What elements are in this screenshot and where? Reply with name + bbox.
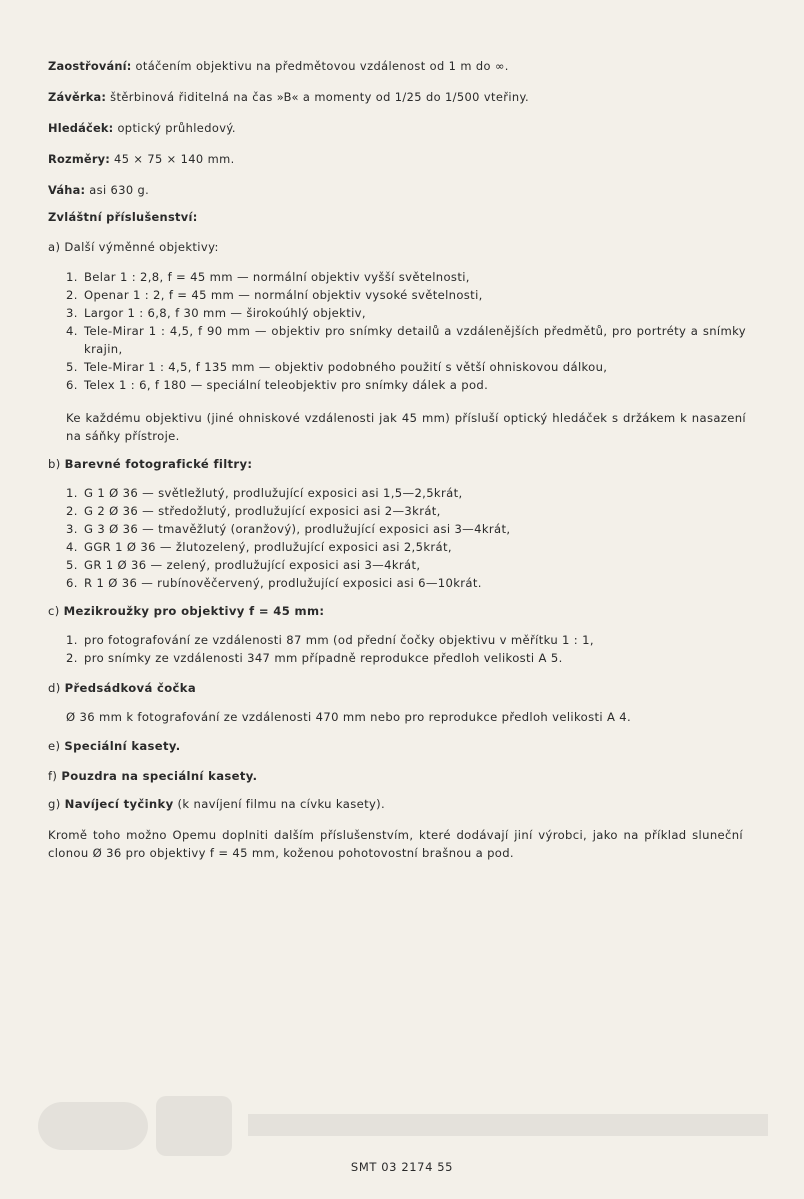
list-item: 3. Largor 1 : 6,8, f 30 mm — širokoúhlý objektiv,: [66, 306, 366, 320]
lens-list: [66, 268, 746, 394]
list-item: 6. R 1 Ø 36 — rubínověčervený, prodlužující exposici asi 6—10krát.: [66, 576, 482, 590]
section-text: (k navíjení filmu na cívku kasety).: [173, 797, 386, 811]
section-marker: e): [48, 739, 61, 753]
spec-label: Zaostřování:: [48, 59, 132, 73]
list-item: 2. G 2 Ø 36 — středožlutý, prodlužující exposici asi 2—3krát,: [66, 504, 441, 518]
spec-shutter: [48, 87, 748, 118]
section-marker: c): [48, 604, 60, 618]
section-marker: f): [48, 769, 58, 783]
lens-note: Ke každému objektivu (jiné ohniskové vzdálenosti jak 45 mm) přísluší optický hledáček s držákem k nasazení na sáňky přístroje.: [66, 411, 746, 443]
section-marker: a): [48, 240, 61, 254]
list-item: 3. G 3 Ø 36 — tmavěžlutý (oranžový), prodlužující exposici asi 3—4krát,: [66, 522, 511, 536]
section-title: Pouzdra na speciální kasety.: [61, 769, 258, 783]
list-item: 1. Belar 1 : 2,8, f = 45 mm — normální objektiv vyšší světelnosti,: [66, 270, 470, 284]
close-up-lens-text: Ø 36 mm k fotografování ze vzdálenosti 470 mm nebo pro reprodukce předloh velikosti A 4.: [66, 710, 632, 724]
spec-value: otáčením objektivu na předmětovou vzdálenost od 1 m do ∞.: [131, 59, 509, 73]
section-lenses: [48, 238, 748, 445]
accessories-title: Zvláštní příslušenství:: [48, 210, 198, 224]
spec-viewfinder: [48, 118, 748, 149]
spec-label: Váha:: [48, 183, 86, 197]
section-title: Speciální kasety.: [64, 739, 181, 753]
section-cassette-cases: [48, 767, 748, 785]
section-title: Navíjecí tyčinky: [64, 797, 174, 811]
list-item: 2. pro snímky ze vzdálenosti 347 mm případně reprodukce předloh velikosti A 5.: [66, 651, 563, 665]
footer-code: SMT 03 2174 55: [350, 1160, 454, 1174]
section-title: Další výměnné objektivy:: [64, 240, 219, 254]
section-title: Předsádková čočka: [64, 681, 197, 695]
list-item: 4. GGR 1 Ø 36 — žlutozelený, prodlužující exposici asi 2,5krát,: [66, 540, 452, 554]
filter-list: [66, 484, 746, 592]
section-marker: g): [48, 797, 61, 811]
list-item: 4. Tele-Mirar 1 : 4,5, f 90 mm — objektiv pro snímky detailů a vzdálenějších předmětů, pro portréty a snímky krajin,: [66, 324, 746, 356]
list-item: 6. Telex 1 : 6, f 180 — speciální teleobjektiv pro snímky dálek a pod.: [66, 378, 489, 392]
closing-paragraph: Kromě toho možno Opemu doplniti dalším příslušenstvím, které dodávají jiní výrobci, jako na příklad sluneční clonou Ø 36 pro objektivy f = 45 mm, koženou pohotovostní brašnou a pod.: [48, 828, 743, 860]
section-title: Mezikroužky pro objektivy f = 45 mm:: [63, 604, 325, 618]
section-filters: [48, 455, 748, 592]
list-item: 1. G 1 Ø 36 — světležlutý, prodlužující exposici asi 1,5—2,5krát,: [66, 486, 463, 500]
spec-dimensions: [48, 149, 748, 180]
list-item: 2. Openar 1 : 2, f = 45 mm — normální objektiv vysoké světelnosti,: [66, 288, 483, 302]
section-cassettes: [48, 737, 748, 755]
specifications: [48, 56, 748, 211]
spec-value: 45 × 75 × 140 mm.: [110, 152, 235, 166]
spec-value: štěrbinová řiditelná na čas »B« a momenty od 1/25 do 1/500 vteřiny.: [106, 90, 530, 104]
spec-label: Závěrka:: [48, 90, 107, 104]
section-marker: b): [48, 457, 61, 471]
list-item: 1. pro fotografování ze vzdálenosti 87 mm (od přední čočky objektivu v měřítku 1 : 1,: [66, 633, 594, 647]
spec-focus: [48, 56, 748, 87]
section-marker: d): [48, 681, 61, 695]
spec-weight: [48, 180, 748, 211]
list-item: 5. Tele-Mirar 1 : 4,5, f 135 mm — objektiv podobného použití s větší ohniskovou dálkou,: [66, 360, 608, 374]
spec-label: Hledáček:: [48, 121, 114, 135]
section-title: Barevné fotografické filtry:: [64, 457, 253, 471]
list-item: 5. GR 1 Ø 36 — zelený, prodlužující exposici asi 3—4krát,: [66, 558, 421, 572]
section-extension-rings: [48, 602, 748, 667]
section-close-up-lens: [48, 679, 748, 726]
spec-value: optický průhledový.: [113, 121, 236, 135]
spec-label: Rozměry:: [48, 152, 111, 166]
bleed-through-logo: [38, 1092, 778, 1160]
ring-list: [66, 631, 746, 667]
spec-value: asi 630 g.: [85, 183, 150, 197]
section-winding-rods: [48, 795, 748, 813]
